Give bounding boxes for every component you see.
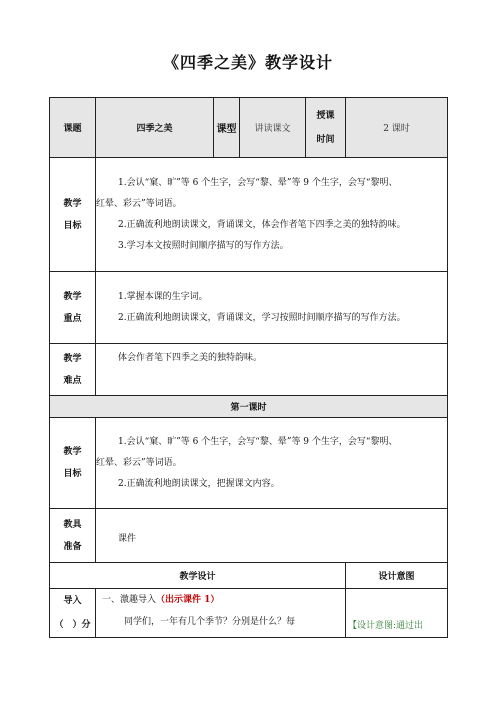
intent-header: 设计意图 [346,563,448,589]
intro-heading: 一、激趣导入 [102,595,157,605]
materials-content [96,509,448,563]
difficulties-line1: 体会作者笔下四季之美的独特韵味。 [118,353,263,363]
materials-value: 课件 [118,534,137,544]
type-value: 讲读课文 [240,98,306,158]
document-title: 《四季之美》教学设计 [162,53,333,72]
goals-label-line1: 教学 [63,198,82,209]
key-points-label-line1: 教学 [63,291,82,302]
key-points-line1: 1.掌握本课的生字词。 [118,291,208,302]
intro-intent: 【设计意图:通过出 [346,589,448,638]
intro-label-line2: （ ）分 [54,620,91,630]
difficulties-label [50,344,96,396]
section-first-title: 第一课时 [50,396,448,418]
materials-label-line1: 教具 [63,519,82,530]
topic-value: 四季之美 [96,98,214,158]
intro-heading-line [102,589,345,611]
intro-label [50,589,96,638]
goals-first-line2: 2.正确流利地朗读课文，把握课文内容。 [118,478,280,489]
intro-row [50,589,448,638]
goals-first-label-line2: 目标 [63,469,82,479]
goals-row [50,158,448,272]
goals-first-label-line1: 教学 [63,447,82,457]
difficulties-row [50,344,448,396]
goals-line1b: 红晕、彩云”等词语。 [96,198,182,209]
goals-line2: 2.正确流利地朗读课文，背诵课文，体会作者笔下四季之美的独特韵味。 [118,219,406,230]
intro-courseware: （出示课件 1） [156,595,220,605]
goals-first-row [50,418,448,509]
key-points-label-line2: 重点 [63,313,82,324]
goals-first-content [96,418,448,509]
difficulties-content [96,344,448,396]
hours-label-line1: 授课 [316,110,335,121]
key-points-content [96,272,448,344]
intro-text: 同学们，一年有几个季节？分别是什么？每 [124,617,296,627]
key-points-row [50,272,448,344]
goals-line3: 3.学习本文按照时间顺序描写的写作方法。 [118,240,289,251]
goals-label-line2: 目标 [63,220,82,231]
difficulties-label-line1: 教学 [63,353,82,364]
materials-label-line2: 准备 [63,541,82,552]
hours-value: 2 课时 [346,98,448,158]
key-points-label [50,272,96,344]
design-header-row [50,563,448,589]
goals-line1a: 1.会认“窠、旷”等 6 个生字，会写“黎、晕”等 9 个生字，会写“黎明、 [118,177,398,188]
intro-content [96,589,346,638]
key-points-line2: 2.正确流利地朗读课文，背诵课文，学习按照时间顺序描写的写作方法。 [118,312,406,323]
goals-first-label [50,418,96,509]
goals-first-line1b: 红晕、彩云”等词语。 [96,457,182,468]
type-label: 课型 [214,98,240,158]
topic-label: 课题 [50,98,96,158]
goals-label [50,158,96,272]
intro-label-line1: 导入 [63,596,82,606]
header-row [50,98,448,158]
hours-label [306,98,346,158]
goals-content [96,158,448,272]
goals-first-line1a: 1.会认“窠、旷”等 6 个生字，会写“黎、晕”等 9 个生字，会写“黎明、 [118,436,398,447]
section-first-row [50,396,448,418]
materials-label [50,509,96,563]
materials-row [50,509,448,563]
lesson-plan-table [49,97,448,638]
difficulties-label-line2: 难点 [63,375,82,386]
hours-label-line2: 时间 [316,134,335,145]
design-header: 教学设计 [50,563,346,589]
